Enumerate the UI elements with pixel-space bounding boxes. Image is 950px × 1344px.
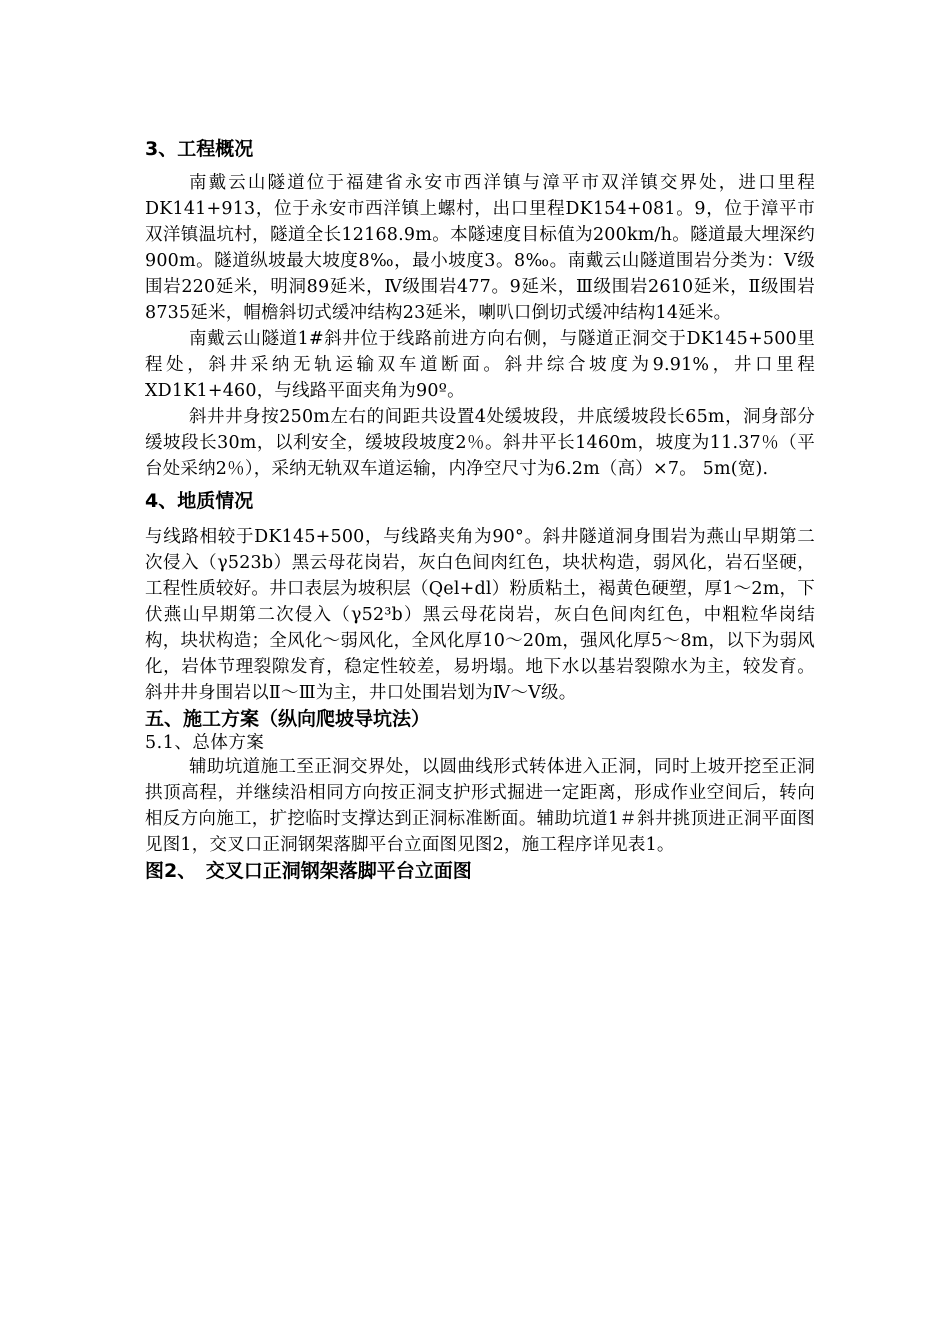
- document-body: [145, 136, 815, 884]
- paragraph-overall-plan: 辅助坑道施工至正洞交界处，以圆曲线形式转体进入正洞，同时上坡开挖至正洞拱顶高程，并继续沿相同方向按正洞支护形式掘进一定距离，形成作业空间后，转向相反方向施工，扩挖临时支撑达到正洞标准断面。辅助坑道1＃斜井挑顶进正洞平面图见图1，交叉口正洞钢架落脚平台立面图见图2，施工程序详见表1。: [145, 757, 815, 855]
- paragraph-geology: 与线路相较于DK145+500，与线路夹角为90°。斜井隧道洞身围岩为燕山早期第二次侵入（γ523b）黑云母花岗岩，灰白色间肉红色，块状构造，弱风化，岩石坚硬，工程性质较好。井口表层为坡积层（Qel+dl）粉质粘土，褐黄色硬塑，厚1～2m，下伏燕山早期第二次侵入（γ52³b）黑云母花岗岩，灰白色间肉红色，中粗粒华岗结构，块状构造；全风化～弱风化，全风化厚10～20m，强风化厚5～8m，以下为弱风化，岩体节理裂隙发育，稳定性较差，易坍塌。地下水以基岩裂隙水为主，较发育。斜井井身围岩以Ⅱ～Ⅲ为主，井口处围岩划为Ⅳ～Ⅴ级。: [145, 527, 815, 703]
- paragraph-shaft-body: 斜井井身按250m左右的间距共设置4处缓坡段，井底缓坡段长65m，洞身部分缓坡段长30m，以利安全，缓坡段坡度2％。斜井平长1460m，坡度为11.37％（平台处采纳2％），采纳无轨双车道运输，内净空尺寸为6.2m（高）×7。 5m(宽).: [145, 407, 815, 479]
- subsection-heading-overall-plan: 5.1、总体方案: [145, 733, 265, 753]
- figure-caption: 图2、 交叉口正洞钢架落脚平台立面图: [145, 860, 472, 882]
- section-heading-project-overview: 3、工程概况: [145, 138, 254, 160]
- paragraph-tunnel-overview: 南戴云山隧道位于福建省永安市西洋镇与漳平市双洋镇交界处，进口里程DK141+913，位于永安市西洋镇上螺村，出口里程DK154+081。9，位于漳平市双洋镇温坑村，隧道全长12168.9m。本隧速度目标值为200km/h。隧道最大埋深约900m。隧道纵坡最大坡度8‰，最小坡度3。8‰。南戴云山隧道围岩分类为：Ⅴ级围岩220延米，明洞89延米，Ⅳ级围岩477。9延米，Ⅲ级围岩2610延米，Ⅱ级围岩8735延米，帽檐斜切式缓冲结构23延米，喇叭口倒切式缓冲结构14延米。: [145, 173, 816, 323]
- paragraph-inclined-shaft: 南戴云山隧道1#斜井位于线路前进方向右侧，与隧道正洞交于DK145+500里程处，斜井采纳无轨运输双车道断面。斜井综合坡度为9.91%，井口里程XD1K1+460，与线路平面夹角为90º。: [145, 329, 815, 401]
- section-heading-geology: 4、地质情况: [145, 490, 254, 512]
- section-heading-construction-plan: 五、施工方案（纵向爬坡导坑法）: [145, 708, 431, 730]
